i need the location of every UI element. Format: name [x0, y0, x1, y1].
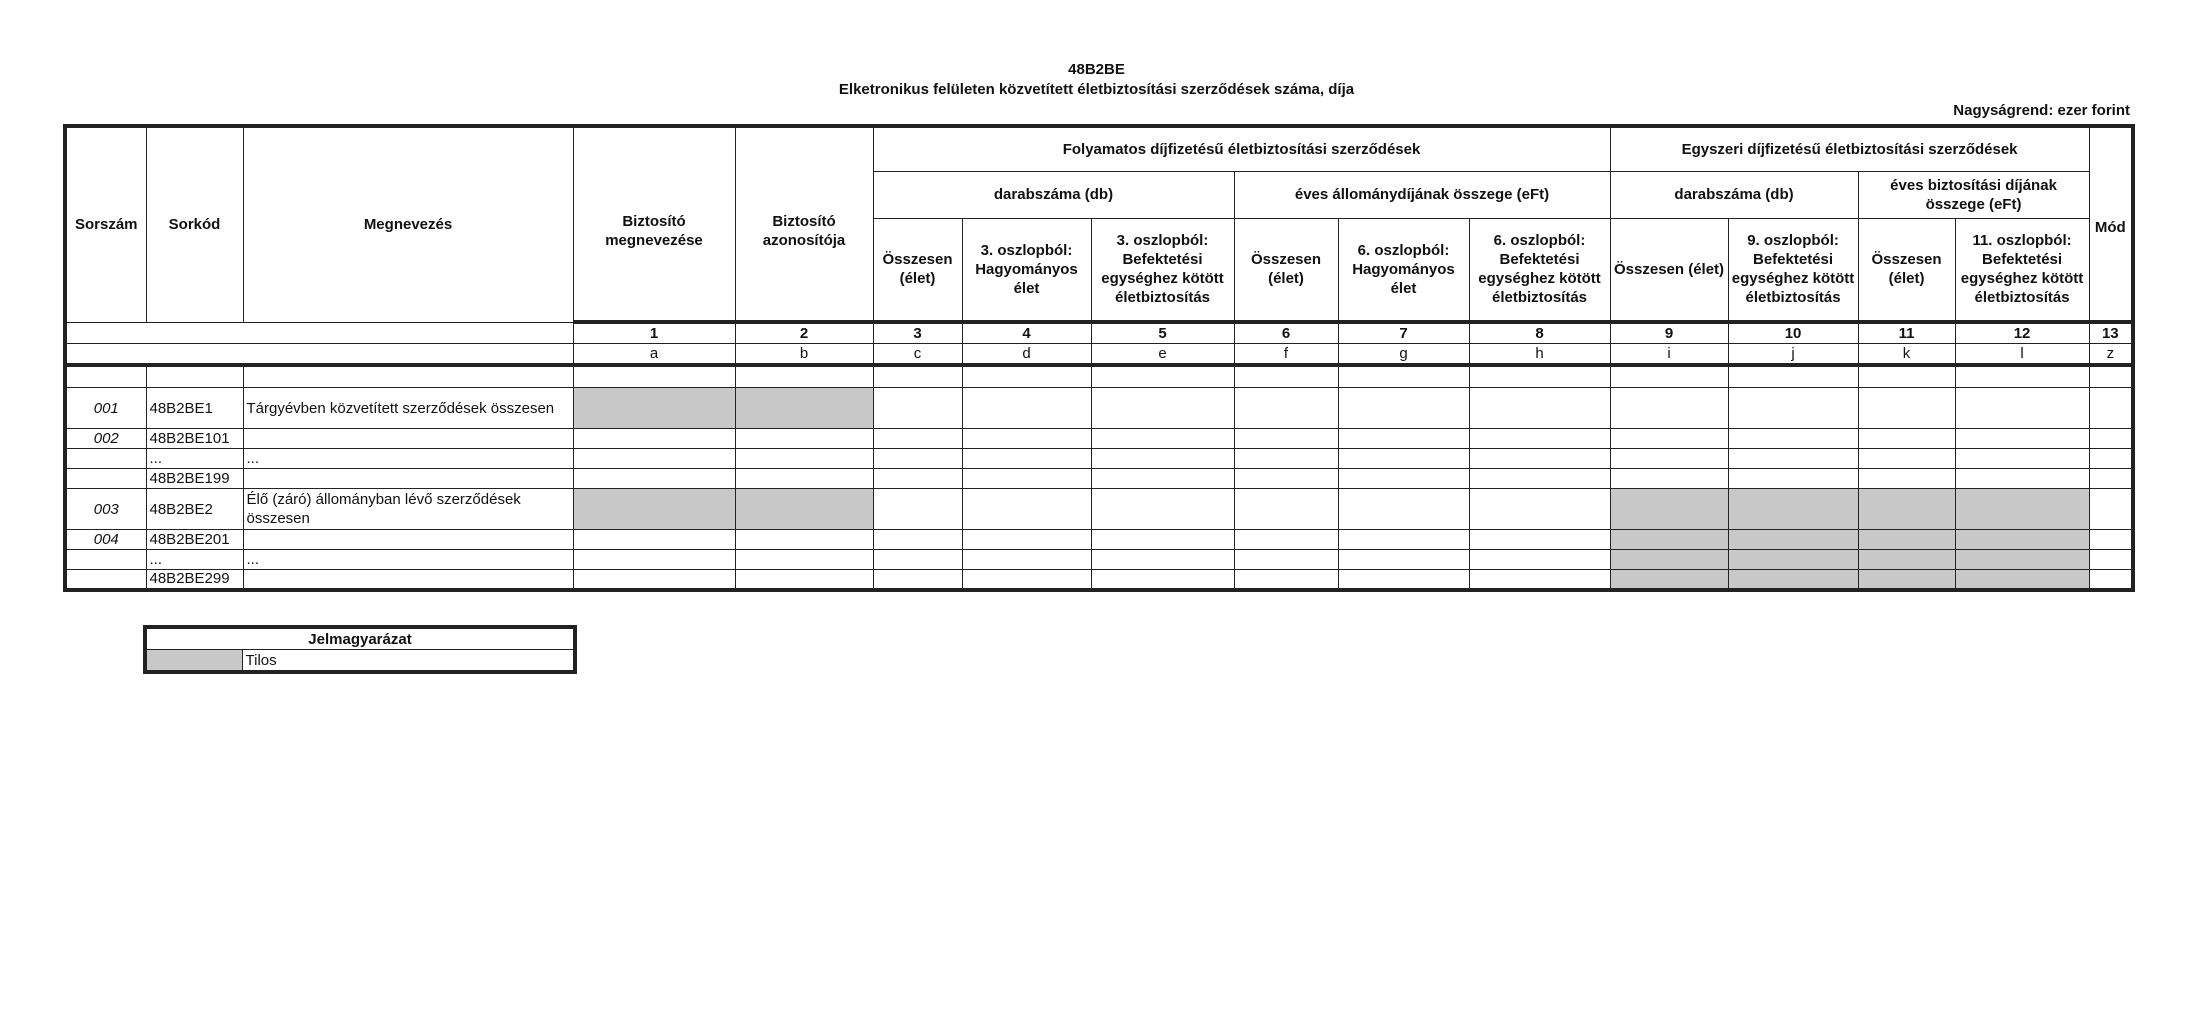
row-name: ... — [243, 550, 573, 570]
data-cell-col-5[interactable] — [1091, 429, 1234, 449]
data-cell-col-9[interactable] — [1610, 469, 1728, 489]
spacer-row — [65, 365, 2133, 388]
data-cell-col-7[interactable] — [1338, 489, 1469, 530]
data-cell-col-12[interactable] — [1955, 388, 2089, 429]
column-number: 8 — [1469, 322, 1610, 344]
spacer-cell — [1338, 365, 1469, 388]
row-name — [243, 570, 573, 590]
data-cell-col-3[interactable] — [873, 489, 962, 530]
data-cell-col-1[interactable] — [573, 388, 735, 429]
row-sorkod: 48B2BE1 — [146, 388, 243, 429]
table-row — [65, 449, 2133, 469]
data-cell-col-3[interactable] — [873, 388, 962, 429]
row-name: Élő (záró) állományban lévő szerződések összesen — [243, 489, 573, 530]
column-number: 2 — [735, 322, 873, 344]
header-col-7: 6. oszlopból: Hagyományos élet — [1338, 218, 1469, 322]
column-letter: f — [1234, 344, 1338, 366]
row-sorkod: 48B2BE199 — [146, 469, 243, 489]
data-cell-col-2[interactable] — [735, 469, 873, 489]
header-group-egyszeri: Egyszeri díjfizetésű életbiztosítási szerződések — [1610, 126, 2089, 171]
data-cell-col-6[interactable] — [1234, 550, 1338, 570]
data-cell-col-6[interactable] — [1234, 449, 1338, 469]
column-number: 1 — [573, 322, 735, 344]
data-cell-col-5[interactable] — [1091, 388, 1234, 429]
data-cell-col-9[interactable] — [1610, 570, 1728, 590]
data-cell-col-2[interactable] — [735, 449, 873, 469]
data-cell-col-10[interactable] — [1728, 550, 1858, 570]
data-cell-col-7[interactable] — [1338, 570, 1469, 590]
header-sorszam: Sorszám — [65, 126, 146, 322]
column-number: 5 — [1091, 322, 1234, 344]
row-sorkod: 48B2BE299 — [146, 570, 243, 590]
column-letter: e — [1091, 344, 1234, 366]
column-letter: a — [573, 344, 735, 366]
data-cell-col-5[interactable] — [1091, 469, 1234, 489]
data-cell-col-9[interactable] — [1610, 449, 1728, 469]
row-sorszam: 001 — [65, 388, 146, 429]
header-mod: Mód — [2089, 126, 2133, 322]
column-letter-row — [65, 344, 2133, 366]
row-sorkod: 48B2BE2 — [146, 489, 243, 530]
data-cell-col-4[interactable] — [962, 449, 1091, 469]
column-letter: h — [1469, 344, 1610, 366]
legend-swatch — [145, 650, 242, 673]
row-sorkod: ... — [146, 550, 243, 570]
column-number: 11 — [1858, 322, 1955, 344]
header-biztosito-azonositoja: Biztosító azonosítója — [735, 126, 873, 322]
header-biztosito-megnevezese: Biztosító megnevezése — [573, 126, 735, 322]
table-row — [65, 570, 2133, 590]
data-cell-col-12[interactable] — [1955, 530, 2089, 550]
data-table — [63, 124, 2135, 592]
data-cell-col-10[interactable] — [1728, 530, 1858, 550]
data-cell-col-3[interactable] — [873, 550, 962, 570]
data-cell-col-10[interactable] — [1728, 429, 1858, 449]
data-cell-col-11[interactable] — [1858, 388, 1955, 429]
header-col-9: Összesen (élet) — [1610, 218, 1728, 322]
column-letter: z — [2089, 344, 2133, 366]
column-letter: d — [962, 344, 1091, 366]
data-cell-col-5[interactable] — [1091, 449, 1234, 469]
data-cell-col-10[interactable] — [1728, 570, 1858, 590]
table-row — [65, 388, 2133, 429]
header-egyszeri-darab: darabszáma (db) — [1610, 171, 1858, 218]
spacer-cell — [1610, 365, 1728, 388]
spacer-cell — [65, 365, 146, 388]
data-cell-col-10[interactable] — [1728, 449, 1858, 469]
column-number: 9 — [1610, 322, 1728, 344]
header-col-10: 9. oszlopból: Befektetési egységhez kötött életbiztosítás — [1728, 218, 1858, 322]
data-cell-col-10[interactable] — [1728, 388, 1858, 429]
row-name — [243, 469, 573, 489]
data-cell-col-13[interactable] — [2089, 429, 2133, 449]
data-cell-col-13[interactable] — [2089, 530, 2133, 550]
data-cell-col-3[interactable] — [873, 530, 962, 550]
column-number: 6 — [1234, 322, 1338, 344]
data-cell-col-9[interactable] — [1610, 429, 1728, 449]
data-cell-col-13[interactable] — [2089, 570, 2133, 590]
data-cell-col-4[interactable] — [962, 550, 1091, 570]
row-sorkod: ... — [146, 449, 243, 469]
data-cell-col-2[interactable] — [735, 570, 873, 590]
data-cell-col-9[interactable] — [1610, 388, 1728, 429]
data-cell-col-5[interactable] — [1091, 530, 1234, 550]
data-cell-col-3[interactable] — [873, 469, 962, 489]
data-cell-col-10[interactable] — [1728, 469, 1858, 489]
row-sorszam: 004 — [65, 530, 146, 550]
column-number: 7 — [1338, 322, 1469, 344]
spacer-cell — [735, 365, 873, 388]
header-col-12: 11. oszlopból: Befektetési egységhez kötött életbiztosítás — [1955, 218, 2089, 322]
data-cell-col-12[interactable] — [1955, 489, 2089, 530]
data-cell-col-11[interactable] — [1858, 429, 1955, 449]
data-cell-col-1[interactable] — [573, 530, 735, 550]
column-number: 3 — [873, 322, 962, 344]
data-cell-col-5[interactable] — [1091, 570, 1234, 590]
data-cell-col-9[interactable] — [1610, 530, 1728, 550]
data-cell-col-13[interactable] — [2089, 489, 2133, 530]
document-title: Elketronikus felületen közvetített életbiztosítási szerződések száma, díja — [838, 81, 1355, 98]
legend-label: Tilos — [242, 650, 575, 673]
data-cell-col-12[interactable] — [1955, 469, 2089, 489]
header-sorkod: Sorkód — [146, 126, 243, 322]
data-cell-col-7[interactable] — [1338, 550, 1469, 570]
table-row — [65, 550, 2133, 570]
data-cell-col-4[interactable] — [962, 388, 1091, 429]
column-letter: g — [1338, 344, 1469, 366]
row-sorkod: 48B2BE101 — [146, 429, 243, 449]
spacer-cell — [1469, 365, 1610, 388]
data-cell-col-12[interactable] — [1955, 429, 2089, 449]
spacer-cell — [146, 365, 243, 388]
header-folyamatos-dij: éves állománydíjának összege (eFt) — [1234, 171, 1610, 218]
legend-table — [143, 625, 577, 674]
row-sorszam — [65, 550, 146, 570]
table-row — [65, 489, 2133, 530]
data-cell-col-11[interactable] — [1858, 530, 1955, 550]
data-cell-col-6[interactable] — [1234, 570, 1338, 590]
data-cell-col-12[interactable] — [1955, 449, 2089, 469]
data-cell-col-8[interactable] — [1469, 530, 1610, 550]
header-group-folyamatos: Folyamatos díjfizetésű életbiztosítási szerződések — [873, 126, 1610, 171]
data-cell-col-5[interactable] — [1091, 550, 1234, 570]
data-cell-col-6[interactable] — [1234, 489, 1338, 530]
spacer-cell — [1955, 365, 2089, 388]
data-cell-col-1[interactable] — [573, 429, 735, 449]
data-cell-col-3[interactable] — [873, 429, 962, 449]
data-cell-col-1[interactable] — [573, 469, 735, 489]
table-row — [65, 530, 2133, 550]
data-cell-col-7[interactable] — [1338, 469, 1469, 489]
data-cell-col-7[interactable] — [1338, 388, 1469, 429]
row-name — [243, 429, 573, 449]
spacer-cell — [1858, 365, 1955, 388]
data-cell-col-8[interactable] — [1469, 550, 1610, 570]
row-sorszam — [65, 570, 146, 590]
column-letter: j — [1728, 344, 1858, 366]
column-number: 12 — [1955, 322, 2089, 344]
data-cell-col-13[interactable] — [2089, 388, 2133, 429]
legend-title: Jelmagyarázat — [145, 627, 575, 650]
data-cell-col-7[interactable] — [1338, 449, 1469, 469]
spacer-cell — [2089, 365, 2133, 388]
data-cell-col-12[interactable] — [1955, 550, 2089, 570]
data-cell-col-6[interactable] — [1234, 388, 1338, 429]
data-cell-col-7[interactable] — [1338, 530, 1469, 550]
spacer-cell — [873, 365, 962, 388]
row-name: Tárgyévben közvetített szerződések összesen — [243, 388, 573, 429]
data-cell-col-9[interactable] — [1610, 489, 1728, 530]
header-col-4: 3. oszlopból: Hagyományos élet — [962, 218, 1091, 322]
column-letter: b — [735, 344, 873, 366]
column-number: 13 — [2089, 322, 2133, 344]
data-cell-col-11[interactable] — [1858, 550, 1955, 570]
data-cell-col-9[interactable] — [1610, 550, 1728, 570]
data-cell-col-2[interactable] — [735, 550, 873, 570]
data-cell-col-4[interactable] — [962, 489, 1091, 530]
spacer-cell — [1728, 365, 1858, 388]
data-cell-col-4[interactable] — [962, 469, 1091, 489]
data-cell-col-13[interactable] — [2089, 469, 2133, 489]
data-cell-col-2[interactable] — [735, 530, 873, 550]
data-cell-col-8[interactable] — [1469, 449, 1610, 469]
data-cell-col-8[interactable] — [1469, 429, 1610, 449]
data-cell-col-8[interactable] — [1469, 469, 1610, 489]
header-col-5: 3. oszlopból: Befektetési egységhez kötött életbiztosítás — [1091, 218, 1234, 322]
data-cell-col-11[interactable] — [1858, 489, 1955, 530]
data-cell-col-13[interactable] — [2089, 550, 2133, 570]
spacer-cell — [1091, 365, 1234, 388]
header-col-3: Összesen (élet) — [873, 218, 962, 322]
data-cell-col-1[interactable] — [573, 550, 735, 570]
data-cell-col-4[interactable] — [962, 570, 1091, 590]
header-folyamatos-darab: darabszáma (db) — [873, 171, 1234, 218]
data-cell-col-1[interactable] — [573, 570, 735, 590]
column-number: 10 — [1728, 322, 1858, 344]
header-col-6: Összesen (élet) — [1234, 218, 1338, 322]
column-number-row — [65, 322, 2133, 344]
data-cell-col-8[interactable] — [1469, 388, 1610, 429]
data-cell-col-10[interactable] — [1728, 489, 1858, 530]
data-cell-col-11[interactable] — [1858, 449, 1955, 469]
data-cell-col-12[interactable] — [1955, 570, 2089, 590]
data-cell-col-5[interactable] — [1091, 489, 1234, 530]
unit-note: Nagyságrend: ezer forint — [1953, 102, 2130, 119]
data-cell-col-4[interactable] — [962, 429, 1091, 449]
row-name — [243, 530, 573, 550]
data-cell-col-1[interactable] — [573, 489, 735, 530]
data-cell-col-2[interactable] — [735, 429, 873, 449]
data-cell-col-6[interactable] — [1234, 429, 1338, 449]
data-cell-col-8[interactable] — [1469, 489, 1610, 530]
spacer-cell — [962, 365, 1091, 388]
data-cell-col-3[interactable] — [873, 570, 962, 590]
data-cell-col-4[interactable] — [962, 530, 1091, 550]
row-sorkod: 48B2BE201 — [146, 530, 243, 550]
data-cell-col-8[interactable] — [1469, 570, 1610, 590]
column-letter: l — [1955, 344, 2089, 366]
column-letter: c — [873, 344, 962, 366]
data-cell-col-1[interactable] — [573, 449, 735, 469]
data-cell-col-7[interactable] — [1338, 429, 1469, 449]
data-cell-col-6[interactable] — [1234, 469, 1338, 489]
row-sorszam: 002 — [65, 429, 146, 449]
row-sorszam — [65, 469, 146, 489]
table-row — [65, 469, 2133, 489]
header-egyszeri-dij: éves biztosítási díjának összege (eFt) — [1858, 171, 2089, 218]
data-cell-col-13[interactable] — [2089, 449, 2133, 469]
header-megnevezes: Megnevezés — [243, 126, 573, 322]
data-cell-col-6[interactable] — [1234, 530, 1338, 550]
column-letter: k — [1858, 344, 1955, 366]
column-letter: i — [1610, 344, 1728, 366]
header-col-11: Összesen (élet) — [1858, 218, 1955, 322]
spacer-cell — [573, 365, 735, 388]
column-number: 4 — [962, 322, 1091, 344]
table-row — [65, 429, 2133, 449]
row-sorszam — [65, 449, 146, 469]
row-name: ... — [243, 449, 573, 469]
data-cell-col-2[interactable] — [735, 388, 873, 429]
document-code: 48B2BE — [1068, 61, 1125, 78]
data-cell-col-2[interactable] — [735, 489, 873, 530]
header-col-8: 6. oszlopból: Befektetési egységhez kötött életbiztosítás — [1469, 218, 1610, 322]
spacer-cell — [243, 365, 573, 388]
row-sorszam: 003 — [65, 489, 146, 530]
spacer-cell — [1234, 365, 1338, 388]
data-cell-col-11[interactable] — [1858, 570, 1955, 590]
data-cell-col-11[interactable] — [1858, 469, 1955, 489]
data-cell-col-3[interactable] — [873, 449, 962, 469]
